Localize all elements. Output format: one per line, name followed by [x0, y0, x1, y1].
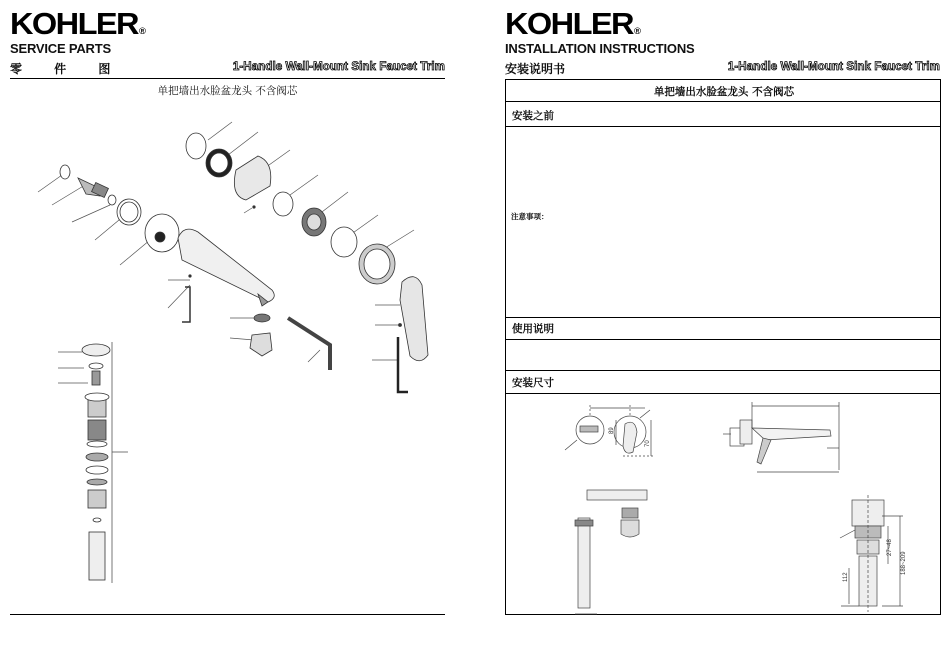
- dim-label-height-b: 70: [645, 440, 651, 447]
- cn-heading: 安装说明书: [505, 62, 566, 76]
- dimension-drawings: [475, 0, 950, 660]
- product-title: 1-Handle Wall-Mount Sink Faucet Trim: [727, 61, 940, 73]
- doc-type: SERVICE PARTS: [10, 41, 111, 56]
- dim-label-range: 188~209: [901, 551, 907, 575]
- footer-rule: [10, 614, 445, 615]
- dim-label-drain: 112: [843, 572, 849, 582]
- doc-type: INSTALLATION INSTRUCTIONS: [505, 41, 695, 56]
- cn-product-title: 单把墙出水脸盆龙头 不含阀芯: [157, 85, 298, 97]
- product-title: 1-Handle Wall-Mount Sink Faucet Trim: [232, 61, 445, 73]
- notes-label: 注意事项：: [511, 212, 549, 221]
- section-usage: 使用说明: [512, 323, 554, 335]
- installation-page: [475, 0, 950, 660]
- dim-label-range-b: 27~48: [887, 539, 893, 556]
- section-before-install: 安装之前: [512, 110, 554, 122]
- cn-heading: 零 件 图: [10, 62, 125, 76]
- dim-label-height-a: 89: [609, 427, 615, 434]
- cn-product-title: 单把墙出水脸盆龙头 不含阀芯: [653, 86, 795, 98]
- section-dimensions: 安装尺寸: [512, 377, 554, 389]
- kohler-logo: KOHLER®: [505, 6, 642, 41]
- kohler-logo: KOHLER®: [10, 6, 147, 41]
